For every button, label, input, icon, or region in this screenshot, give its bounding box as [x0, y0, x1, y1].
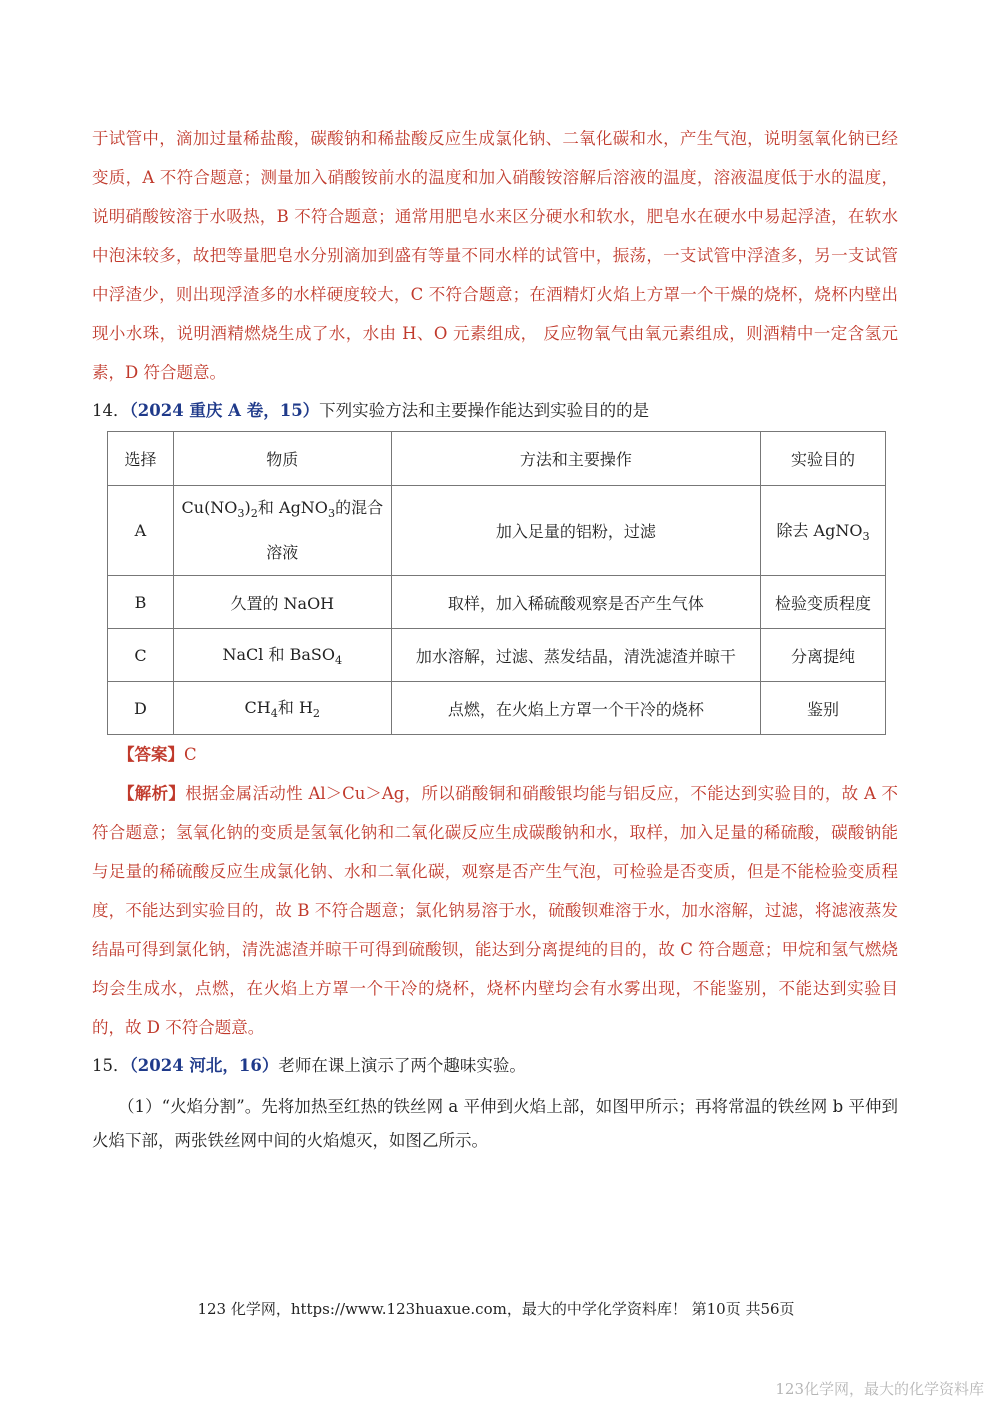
- answer-tag: 【答案】: [118, 745, 184, 764]
- question-number: 15．: [92, 1056, 130, 1075]
- table-header-row: [108, 432, 886, 486]
- option-cell: D: [108, 682, 174, 735]
- substance-cell: NaCl 和 BaSO$_4$: [173, 629, 391, 682]
- question-15-stem: [92, 1054, 526, 1078]
- method-cell: 加入足量的铝粉，过滤: [391, 486, 760, 576]
- header-cell: 物质: [173, 432, 391, 486]
- header-cell: 方法和主要操作: [391, 432, 760, 486]
- purpose-cell: 检验变质程度: [761, 576, 886, 629]
- question-15-part-1: （1）“火焰分割”。先将加热至红热的铁丝网 a 平伸到火焰上部，如图甲所示；再将常温的铁丝网 b 平伸到火焰下部，两张铁丝网中间的火焰熄灭，如图乙所示。: [92, 1097, 898, 1150]
- method-cell: 取样，加入稀硫酸观察是否产生气体: [391, 576, 760, 629]
- purpose-cell: 分离提纯: [761, 629, 886, 682]
- question-source: （2024 重庆 A 卷，15）: [129, 401, 320, 420]
- option-cell: B: [108, 576, 174, 629]
- table-row: [108, 486, 886, 576]
- analysis-paragraph: [92, 774, 898, 1047]
- question-number: 14．: [92, 401, 130, 420]
- question-text: 下列实验方法和主要操作能达到实验目的的是: [319, 401, 650, 420]
- table-row: [108, 629, 886, 682]
- question-text: 老师在课上演示了两个趣味实验。: [278, 1056, 526, 1075]
- substance-cell: $CH_4$和 $H_2$: [173, 682, 391, 735]
- purpose-cell: 鉴别: [761, 682, 886, 735]
- page-footer: 123 化学网，https://www.123huaxue.com，最大的中学化学资料库！ 第10页 共56页: [197, 1300, 795, 1318]
- analysis-text: 根据金属活动性 Al＞Cu＞Ag，所以硝酸铜和硝酸银均能与铝反应，不能达到实验目的，故 A 不符合题意；氢氧化钠的变质是氢氧化钠和二氧化碳反应生成碳酸钠和水，取样，加入足量的稀硫酸，碳酸钠能与足量的稀硫酸反应生成氯化钠、水和二氧化碳，观察是否产生气泡，可检验是否变质，但是不能检验变质程度，不能达到实验目的，故 B 不符合题意；氯化钠易溶于水，硫酸钡难溶于水，加水溶解，过滤，将滤液蒸发结晶可得到氯化钠，清洗滤渣并晾干可得到硫酸钡，能达到分离提纯的目的，故 C 符合题意；甲烷和氢气燃烧均会生成水，点燃，在火焰上方罩一个干冷的烧杯，烧杯内壁均会有水雾出现，不能鉴别，不能达到实验目的，故 D 不符合题意。: [92, 784, 898, 1037]
- table-row: [108, 576, 886, 629]
- method-cell: 点燃，在火焰上方罩一个干冷的烧杯: [391, 682, 760, 735]
- previous-analysis-paragraph: 于试管中，滴加过量稀盐酸，碳酸钠和稀盐酸反应生成氯化钠、二氧化碳和水，产生气泡，说明氢氧化钠已经变质，A 不符合题意；测量加入硝酸铵前水的温度和加入硝酸铵溶解后溶液的温度，溶液温度低于水的温度，说明硝酸铵溶于水吸热，B 不符合题意；通常用肥皂水来区分硬水和软水，肥皂水在硬水中易起浮渣，在软水中泡沫较多，故把等量肥皂水分别滴加到盛有等量不同水样的试管中，振荡，一支试管中浮渣多，另一支试管中浮渣少，则出现浮渣多的水样硬度较大，C 不符合题意；在酒精灯火焰上方罩一个干燥的烧杯，烧杯内壁出现小水珠，说明酒精燃烧生成了水，水由 H、O 元素组成， 反应物氧气由氧元素组成，则酒精中一定含氢元素，D 符合题意。: [92, 129, 898, 382]
- option-cell: A: [108, 486, 174, 576]
- analysis-tag: 【解析】: [118, 784, 186, 803]
- substance-cell: $Cu(NO_3)_2$和 AgNO$_3$的混合溶液: [173, 486, 391, 576]
- header-cell: 实验目的: [761, 432, 886, 486]
- answer-line: [118, 741, 197, 765]
- question-14-stem: [92, 399, 649, 423]
- method-cell: 加水溶解，过滤、蒸发结晶，清洗滤渣并晾干: [391, 629, 760, 682]
- answer-value: C: [184, 745, 197, 764]
- substance-cell: 久置的 NaOH: [173, 576, 391, 629]
- header-cell: 选择: [108, 432, 174, 486]
- purpose-cell: 除去 AgNO$_3$: [761, 486, 886, 576]
- question-source: （2024 河北，16）: [129, 1056, 279, 1075]
- options-table: [107, 431, 886, 735]
- table-row: [108, 682, 886, 735]
- option-cell: C: [108, 629, 174, 682]
- watermark-text: 123化学网，最大的化学资料库: [775, 1380, 984, 1398]
